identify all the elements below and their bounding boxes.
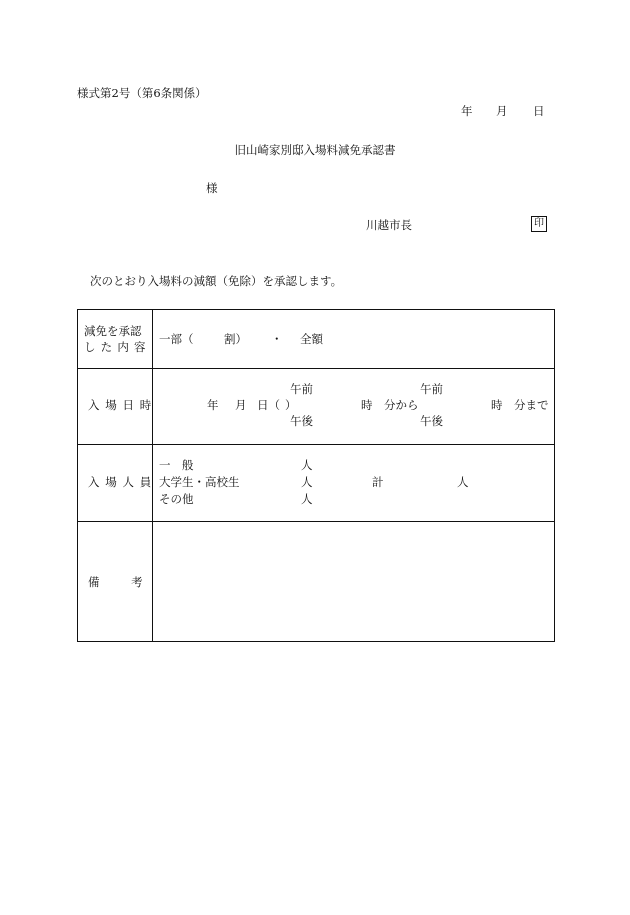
entry-month-label: 月 — [235, 398, 247, 412]
partial-reduction-label: 一部（ — [159, 332, 194, 346]
other-person-unit: 人 — [301, 492, 313, 506]
full-exemption-label: 全額 — [300, 332, 323, 346]
entry-day-close: ） — [285, 398, 297, 412]
category-general: 一 般 — [159, 458, 194, 472]
students-person-unit: 人 — [301, 475, 313, 489]
total-person-unit: 人 — [457, 475, 469, 489]
seal-mark: 印 — [531, 216, 547, 232]
category-students: 大学生・高校生 — [159, 475, 240, 489]
end-hour-label: 時 — [491, 398, 503, 412]
am-label-end: 午前 — [420, 382, 443, 396]
total-label: 計 — [372, 475, 384, 489]
document-title: 旧山崎家別邸入場料減免承認書 — [234, 143, 396, 157]
category-other: その他 — [159, 492, 194, 506]
addressee-suffix: 様 — [206, 181, 218, 195]
general-person-unit: 人 — [301, 458, 313, 472]
intro-text: 次のとおり入場料の減額（免除）を承認します。 — [90, 274, 343, 288]
row-divider — [78, 368, 554, 369]
row3-label: 入場人員 — [88, 475, 157, 489]
remarks-label: 備 考 — [88, 575, 146, 589]
pm-label-end: 午後 — [420, 414, 443, 428]
row1-label-line1: 減免を承認 — [84, 324, 142, 338]
approval-table — [77, 309, 555, 642]
start-minute-label: 分から — [384, 398, 419, 412]
end-minute-label: 分まで — [514, 398, 549, 412]
issuer-name: 川越市長 — [366, 218, 412, 232]
partial-unit-label: 割） — [224, 332, 247, 346]
row-divider — [78, 521, 554, 522]
entry-year-label: 年 — [207, 398, 219, 412]
separator-dot: ・ — [271, 332, 283, 346]
row2-label: 入場日時 — [88, 398, 157, 412]
row-divider — [78, 444, 554, 445]
am-label-start: 午前 — [290, 382, 313, 396]
date-day-label: 日 — [533, 104, 545, 118]
pm-label-start: 午後 — [290, 414, 313, 428]
start-hour-label: 時 — [361, 398, 373, 412]
date-year-label: 年 — [461, 104, 473, 118]
form-number: 様式第2号（第6条関係） — [77, 86, 207, 100]
entry-day-label: 日（ — [257, 398, 280, 412]
date-month-label: 月 — [496, 104, 508, 118]
row1-label-line2: した内容 — [84, 340, 151, 354]
